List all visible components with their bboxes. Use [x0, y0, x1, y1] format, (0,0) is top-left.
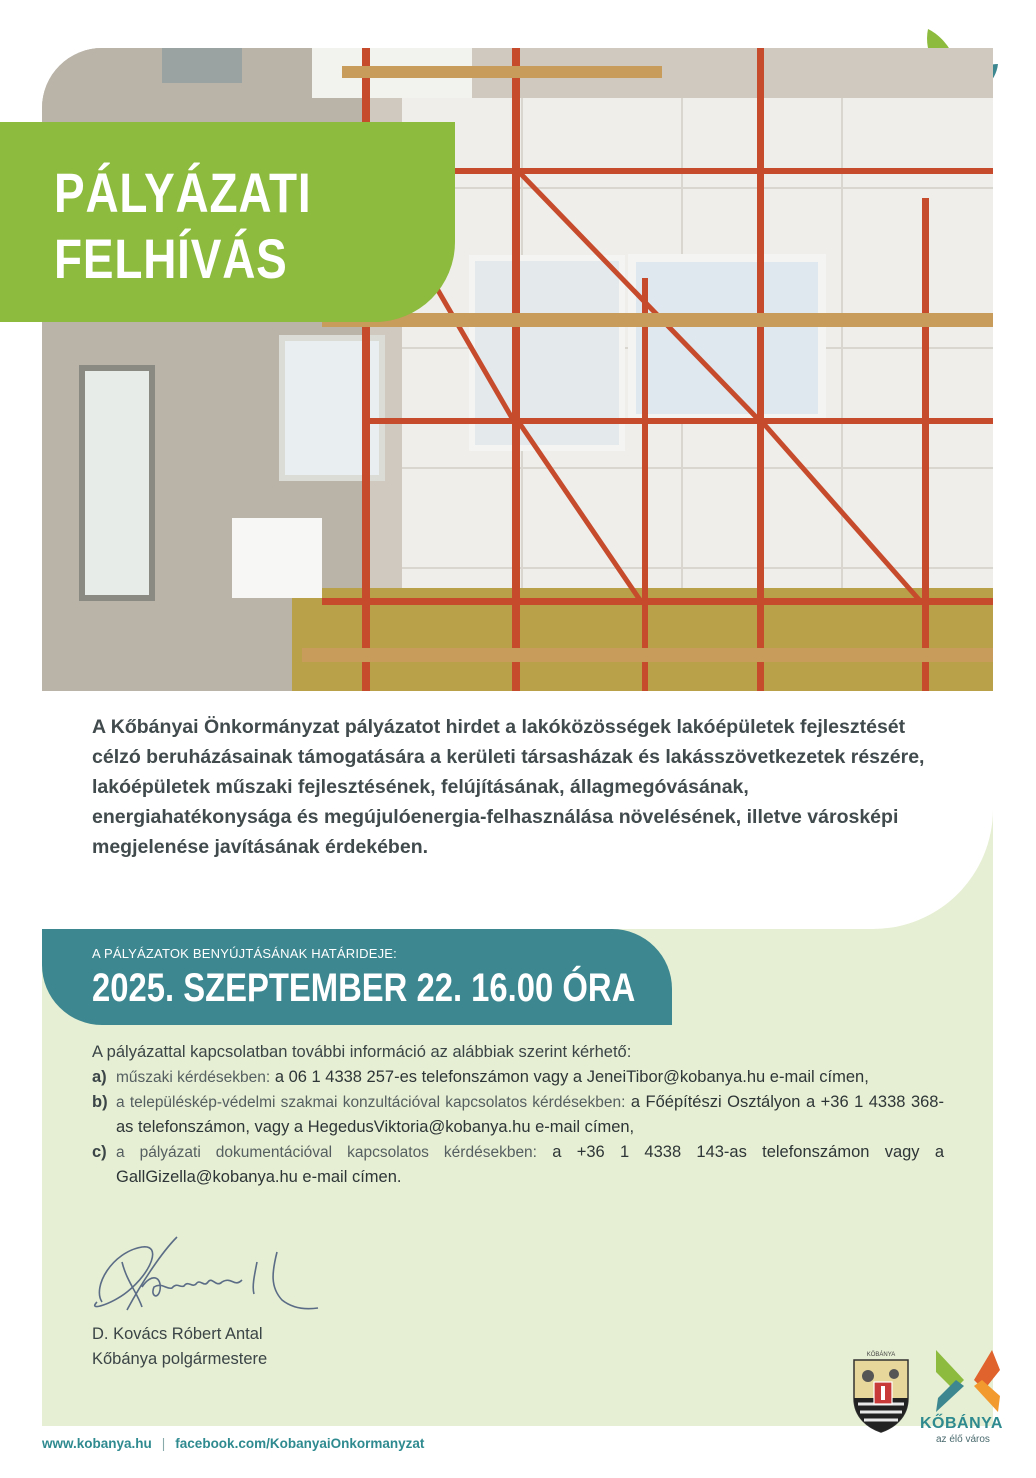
list-item	[92, 1090, 944, 1140]
page-title	[54, 160, 311, 292]
item-marker: a)	[92, 1068, 107, 1086]
signer-name: D. Kovács Róbert Antal	[92, 1325, 263, 1343]
item-marker: c)	[92, 1143, 107, 1161]
item-marker: b)	[92, 1093, 108, 1111]
intro-text: A Kőbányai Önkormányzat pályázatot hirdet a lakóközösségek lakóépületek fejlesztését célzó beruházásainak támogatására a kerületi társasházak és lakásszövetkezetek részére, lakóépületek műszaki fejlesztésének, felújításának, állagmegóvásának, energiahatékonysága és megújulóenergia-felhasználása növelésének, illetve városképi megjelenése javításának érdekében.	[92, 716, 925, 858]
item-topic: a településkép-védelmi szakmai konzultációval kapcsolatos kérdésekben:	[116, 1094, 626, 1111]
item-detail: a Főépítészi Osztályon a +36 1 4338 368-as telefonszámon, vagy a HegedusViktoria@kobanya.hu e-mail címen,	[116, 1093, 944, 1136]
item-detail: a 06 1 4338 257-es telefonszámon vagy a JeneiTibor@kobanya.hu e-mail címen,	[274, 1068, 869, 1086]
deadline-date: 2025. SZEPTEMBER 22. 16.00 ÓRA	[92, 966, 636, 1010]
title-line2: FELHÍVÁS	[54, 227, 288, 290]
signer-block	[92, 1322, 267, 1372]
coat-of-arms-icon	[848, 1348, 914, 1434]
footer	[42, 1436, 424, 1451]
website-link[interactable]: www.kobanya.hu	[42, 1436, 152, 1451]
item-topic: a pályázati dokumentációval kapcsolatos kérdésekben:	[116, 1144, 537, 1161]
info-heading: A pályázattal kapcsolatban további információ az alábbiak szerint kérhető:	[92, 1043, 632, 1061]
list-item	[92, 1065, 944, 1090]
item-topic: műszaki kérdésekben:	[116, 1069, 271, 1086]
kobanya-logo-name: KŐBÁNYA	[920, 1415, 1003, 1432]
contact-info	[92, 1040, 944, 1190]
item-detail: a +36 1 4338 143-as telefonszámon vagy a GallGizella@kobanya.hu e-mail címen.	[116, 1143, 944, 1186]
coat-text: KŐBÁNYA	[866, 1352, 896, 1358]
deadline-label: A PÁLYÁZATOK BENYÚJTÁSÁNAK HATÁRIDEJE:	[92, 946, 397, 961]
facebook-link[interactable]: facebook.com/KobanyaiOnkormanyzat	[175, 1436, 425, 1451]
footer-separator: |	[161, 1436, 166, 1451]
list-item	[92, 1140, 944, 1190]
title-line1: PÁLYÁZATI	[54, 161, 312, 224]
signer-role: Kőbánya polgármestere	[92, 1350, 268, 1368]
kobanya-logo-tagline: az élő város	[936, 1434, 990, 1445]
signature-image	[82, 1232, 322, 1322]
